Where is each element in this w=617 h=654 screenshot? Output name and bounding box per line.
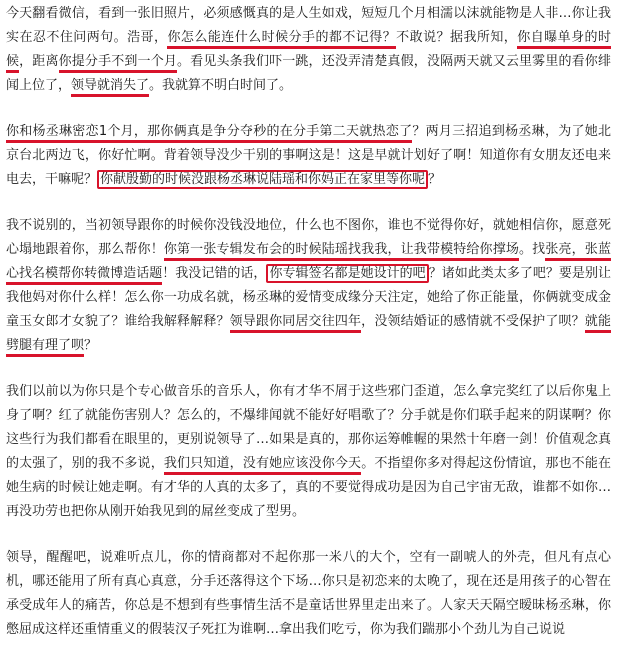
text-segment: ？诸如此类太多了吧？要是别让我他妈对你什么样！怎么你一功成名就，杨丞琳的爱情变成缘分天注定，她给了你正能量，你俩就变成金童玉女郎才女貌了？谁给我解释解释？ <box>6 266 611 329</box>
text-segment: 。我就算不明白时间了。 <box>149 78 293 93</box>
text-segment: 今天翻看微信，看到一张旧照片，必须感慨真的是人生如戏，短短几个月相濡以沫就能物是人非…你让我实在忍不住问两句。浩哥， <box>6 6 611 45</box>
highlighted-phrase: 你和杨丞琳密恋1个月，那你俩真是争分夺秒的在分手第二天就热恋了 <box>6 124 412 143</box>
highlighted-phrase: 你自曝单身的时候 <box>6 30 611 73</box>
text-segment: 我们以前以为你只是个专心做音乐的音乐人，你有才华不屑于这些邪门歪道，怎么拿完奖红了以后你鬼上身了啊？红了就能伤害别人？怎么的，不爆绯闻就不能好好唱歌了？分手就是你们联手起来的阴谋啊？你这些行为我们都看在眼里的，更别说领导了…如果是真的，那你运筹帷幄的果然十年磨一剑！价值观念真的太强了，别的我不多说， <box>6 384 611 471</box>
text-segment: 不敢说？据我所知， <box>396 30 518 45</box>
text-segment: 。不指望你多对得起这份情谊，那也不能在她生病的时候让她走啊。有才华的人真的太多了，真的不要觉得成功是因为自己宇宙无敌，谁都不如你…再没功劳也把你从刚开始我见到的屌丝变成了型男。 <box>6 456 611 519</box>
highlighted-phrase: 我们只知道，没有她应该没你今天 <box>164 456 361 475</box>
text-segment: 。看见头条我们吓一跳，还没弄清楚真假，没隔两天就又云里雾里的看你绯闻上位了， <box>6 54 611 93</box>
text-segment: ！我没记错的话， <box>162 266 267 281</box>
highlighted-phrase: 你提分手不到一个月 <box>59 54 177 73</box>
article-paragraph <box>6 214 611 358</box>
text-segment: 领导，醒醒吧，说难听点儿，你的情商都对不起你那一米八的大个，空有一副唬人的外壳，但凡有点心机，哪还能用了所有真心真意，分手还落得这个下场…你只是初恋来的太晚了，现在还是用孩子的心智在承受成年人的痛苦，你总是不想到有些事情生活不是童话世界里走出来了。人家天天隔空暧昧杨丞琳，你憋屈成这样还重情重义的假装汉子死扛为谁啊…拿出我们吃亏，你为我们踹那小个劲儿为自己说说 <box>6 550 611 637</box>
boxed-phrase: 你专辑签名都是她设计的吧 <box>266 264 428 283</box>
text-segment: 。找 <box>519 242 546 257</box>
text-segment: ？ <box>84 338 98 353</box>
text-segment: ？两月三招追到杨丞琳，为了她北京台北两边飞，你好忙啊。背着领导没少干别的事啊这是！这是早就计划好了啊！知道你有女朋友还电来电去，干嘛呢？ <box>6 124 611 187</box>
highlighted-phrase: 就能劈腿有理了呗 <box>6 314 611 357</box>
text-segment: 我不说别的，当初领导跟你的时候你没钱没地位，什么也不图你，谁也不觉得你好，就她相信你，愿意死心塌地跟着你，那么帮你！ <box>6 218 611 257</box>
text-segment: ？ <box>428 172 442 187</box>
article-paragraph <box>6 120 611 192</box>
article-paragraph <box>6 2 611 98</box>
highlighted-phrase: 领导就消失了 <box>71 78 149 97</box>
article-paragraph <box>6 546 611 642</box>
highlighted-phrase: 张亮，张蓝心找名模帮你转微博造话题 <box>6 242 611 285</box>
text-segment: ，距离 <box>19 54 59 69</box>
article-paragraph <box>6 380 611 524</box>
highlighted-phrase: 你怎么能连什么时候分手的都不记得？ <box>167 30 396 49</box>
highlighted-phrase: 你第一张专辑发布会的时候陆瑶找我我，让我带模特给你撑场 <box>164 242 519 261</box>
text-segment: ，没领结婚证的感情就不受保护了呗？ <box>361 314 585 329</box>
highlighted-phrase: 领导跟你同居交往四年 <box>230 314 362 333</box>
boxed-phrase: 你献殷勤的时候没跟杨丞琳说陆瑶和你妈正在家里等你呢 <box>97 170 428 189</box>
